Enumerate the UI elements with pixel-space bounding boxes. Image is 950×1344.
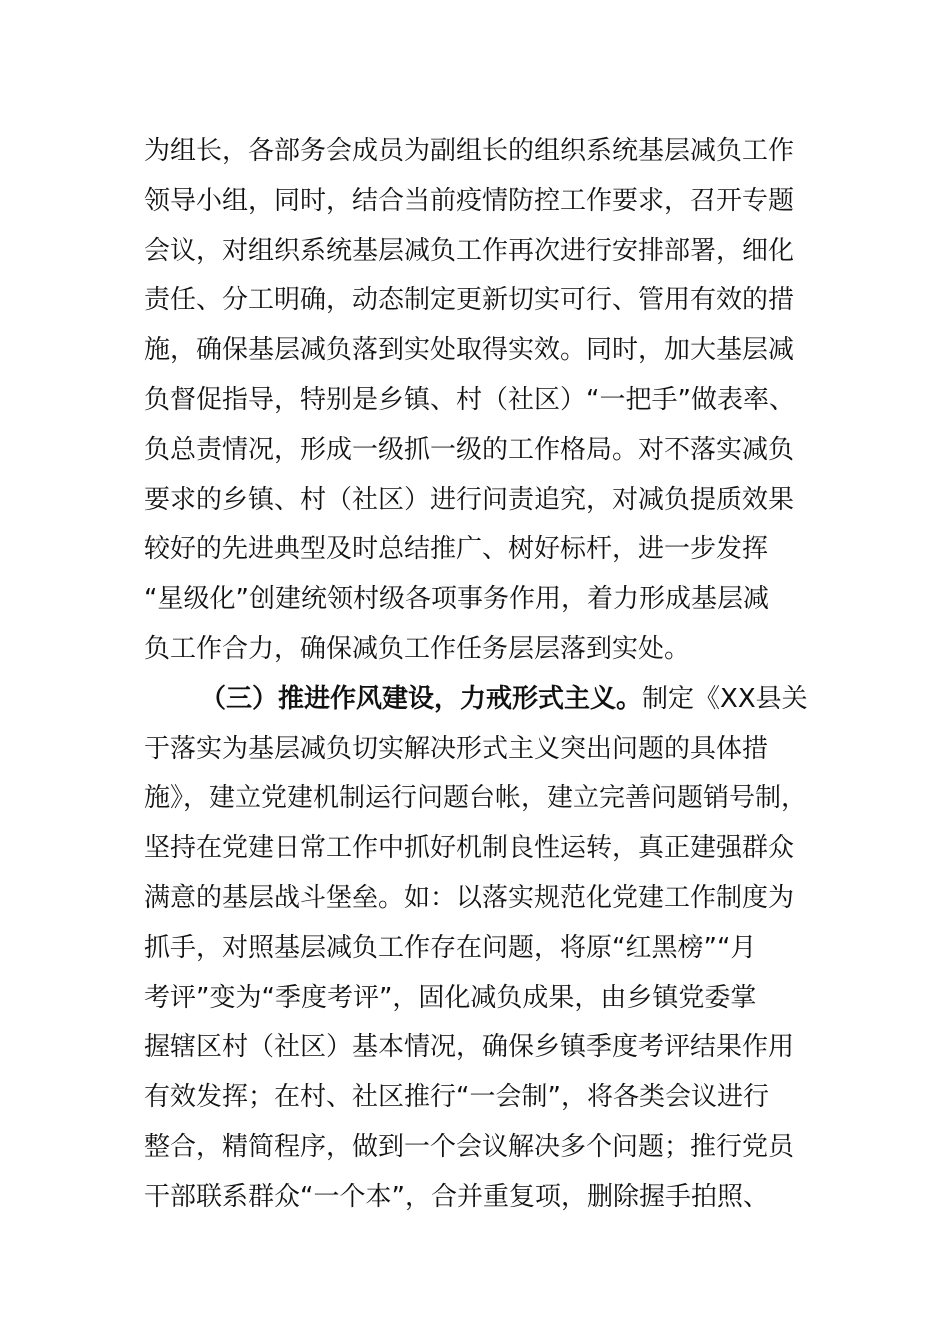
text-line: 负总责情况，形成一级抓一级的工作格局。对不落实减负 bbox=[144, 434, 795, 465]
text-line: 领导小组，同时，结合当前疫情防控工作要求，召开专题 bbox=[144, 185, 795, 216]
text-line: 整合，精简程序，做到一个会议解决多个问题；推行党员 bbox=[144, 1131, 795, 1162]
text-line: 负工作合力，确保减负工作任务层层落到实处。 bbox=[144, 633, 691, 664]
text-line: 较好的先进典型及时总结推广、树好标杆，进一步发挥 bbox=[144, 534, 769, 565]
text-line: 满意的基层战斗堡垒。如：以落实规范化党建工作制度为 bbox=[144, 882, 795, 913]
text-line: “星级化”创建统领村级各项事务作用，着力形成基层减 bbox=[144, 584, 769, 615]
text-line: 要求的乡镇、村（社区）进行问责追究，对减负提质效果 bbox=[144, 484, 795, 515]
section-heading-line bbox=[144, 675, 808, 725]
text-line: 有效发挥；在村、社区推行“一会制”，将各类会议进行 bbox=[144, 1082, 769, 1113]
text-line: 抓手，对照基层减负工作存在问题，将原“红黑榜”“月 bbox=[144, 932, 757, 963]
text-line: 施》，建立党建机制运行问题台帐，建立完善问题销号制， bbox=[144, 783, 808, 814]
text-line: 会议，对组织系统基层减负工作再次进行安排部署，细化 bbox=[144, 235, 795, 266]
section-heading: （三）推进作风建设，力戒形式主义。 bbox=[200, 683, 643, 714]
text-line: 负督促指导，特别是乡镇、村（社区）“一把手”做表率、 bbox=[144, 384, 795, 415]
text-line: 干部联系群众“一个本”，合并重复项，删除握手拍照、 bbox=[144, 1181, 769, 1212]
body-text bbox=[144, 127, 808, 1223]
text-line: 施，确保基层减负落到实处取得实效。同时，加大基层减 bbox=[144, 335, 795, 366]
text-line: 握辖区村（社区）基本情况，确保乡镇季度考评结果作用 bbox=[144, 1032, 795, 1063]
text-line: 坚持在党建日常工作中抓好机制良性运转，真正建强群众 bbox=[144, 833, 795, 864]
text-line-rest: 制定《XX县关 bbox=[642, 683, 808, 714]
text-line: 责任、分工明确，动态制定更新切实可行、管用有效的措 bbox=[144, 285, 795, 316]
text-line: 为组长，各部务会成员为副组长的组织系统基层减负工作 bbox=[144, 136, 795, 166]
text-line: 考评”变为“季度考评”，固化减负成果，由乡镇党委掌 bbox=[144, 982, 757, 1013]
text-line: 于落实为基层减负切实解决形式主义突出问题的具体措 bbox=[144, 733, 769, 764]
